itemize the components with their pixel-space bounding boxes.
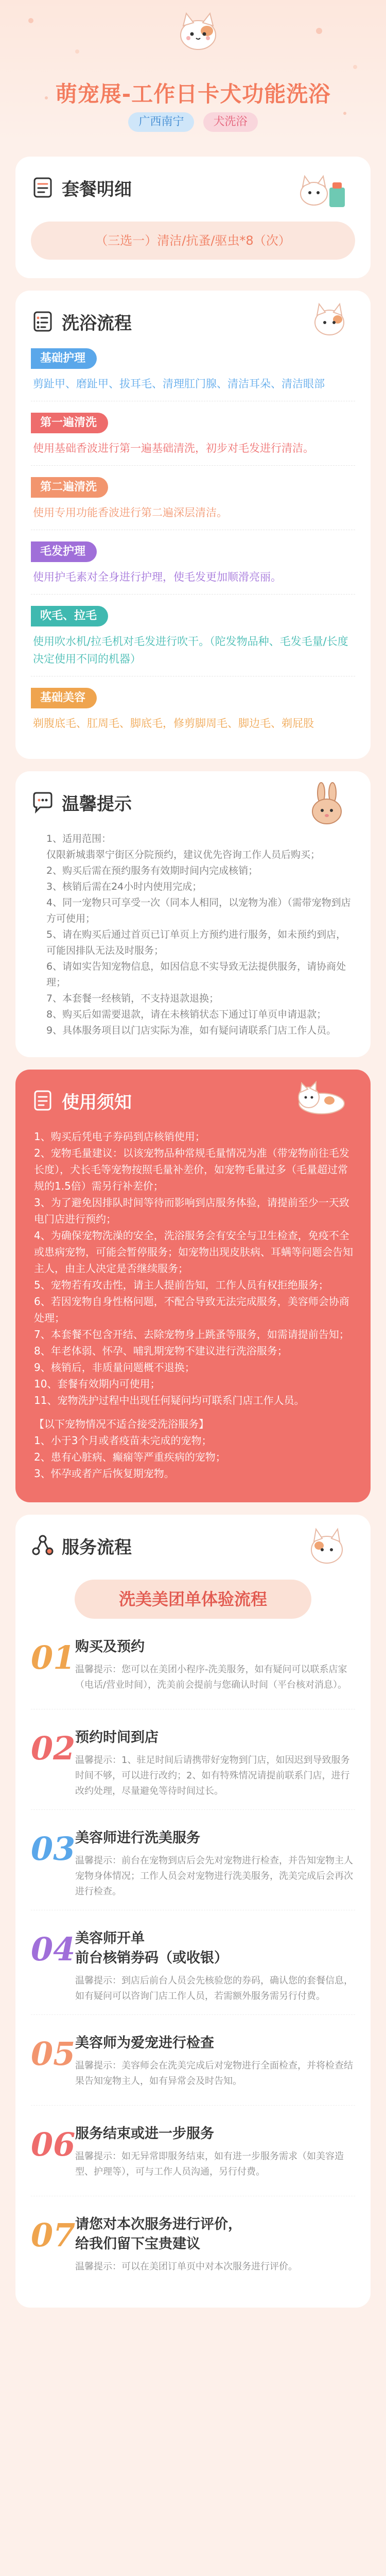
document-icon (31, 176, 55, 199)
tips-body (31, 831, 355, 1039)
tips-line: 4、同一宠物只可享受一次（同本人相同，以宠物为准）（需带宠物到店方可使用； (46, 897, 351, 924)
flow-item-second-wash (31, 477, 355, 530)
notice-line: 1、购买后凭电子券码到店核销使用； (34, 1130, 205, 1143)
service-title: 服务流程 (62, 1537, 132, 1558)
service-step-5 (31, 2033, 355, 2106)
step-number: 01 (31, 1639, 76, 1676)
tips-line: 7、本套餐一经核销，不支持退款退换； (46, 993, 219, 1004)
service-step-4 (31, 1929, 355, 2015)
flow-head: 基础护理 (31, 348, 97, 369)
flow-item-basic-beauty (31, 688, 355, 740)
flow-body: 剪趾甲、磨趾甲、拔耳毛、清理肛门腺、清洁耳朵、清洁眼部 (31, 375, 355, 401)
step-title: 请您对本次服务进行评价， 给我们留下宝贵建议 (75, 2216, 242, 2252)
flow-item-basic-care (31, 348, 355, 401)
notice-extra-line: 3、怀孕或者产后恢复期宠物。 (34, 1467, 174, 1480)
service-step-7 (31, 2215, 355, 2287)
notice-extra-line: 2、患有心脏病、癫痫等严重疾病的宠物； (34, 1451, 226, 1463)
package-title: 套餐明细 (62, 179, 132, 200)
tag-location: 广西南宁 (128, 112, 194, 132)
package-card (15, 157, 371, 278)
cat-peeking-icon (309, 301, 350, 337)
notice-extra-title: 【以下宠物情况不适合接受洗浴服务】 (34, 1418, 209, 1430)
tag-row (0, 112, 386, 132)
notice-line: 9、核销后，非质量问题概不退换； (34, 1361, 195, 1374)
notice-line: 10、套餐有效期内可使用； (34, 1378, 161, 1390)
flow-body: 使用基础香波进行第一遍基础清洗，初步对毛发进行清洁。 (31, 439, 355, 466)
tips-card (15, 771, 371, 1057)
washing-title: 洗浴流程 (62, 313, 132, 334)
flow-item-hair-care (31, 541, 355, 595)
service-step-2 (31, 1728, 355, 1810)
notice-card (15, 1070, 371, 1502)
tips-line: 9、具体服务项目以门店实际为准，如有疑问请联系门店工作人员。 (46, 1025, 337, 1036)
tips-line: 6、请如实告知宠物信息，如因信息不实导致无法提供服务，请协商处理； (46, 961, 346, 988)
tips-line: 2、购买后需在预约服务有效期时间内完成核销； (46, 865, 258, 876)
cat-with-bath-icon (293, 167, 350, 213)
spacer (34, 1409, 355, 1416)
cat-mascot-icon (175, 10, 221, 52)
step-main (75, 1929, 355, 2004)
chat-bubble-icon (31, 790, 55, 814)
notice-extra-line: 1、小于3个月或者疫苗未完成的宠物； (34, 1434, 212, 1447)
flow-item-blow-dry (31, 606, 355, 676)
service-banner: 洗美美团单体验流程 (75, 1580, 311, 1619)
step-number: 07 (31, 2216, 76, 2254)
tips-line: 仅限新城翡翠宁街区分院预约，建议优先咨询工作人员后购买； (46, 849, 321, 860)
washing-card (15, 291, 371, 759)
notice-title: 使用须知 (62, 1092, 132, 1113)
service-step-6 (31, 2124, 355, 2196)
step-desc: 温馨提示：您可以在美团小程序-洗美服务，如有疑问可以联系店家（电话/营业时间），洗美前会提前与您确认时间（平台核对消息）。 (75, 1664, 347, 1690)
flow-body: 使用护毛素对全身进行护理，使毛发更加顺滑亮丽。 (31, 568, 355, 595)
share-nodes-icon (31, 1534, 55, 1557)
flow-body: 使用专用功能香波进行第二遍深层清洁。 (31, 504, 355, 530)
notice-line: 7、本套餐不包含开结、去除宠物身上跳蚤等服务，如需请提前告知； (34, 1328, 349, 1341)
step-title: 美容师为爱宠进行检查 (75, 2035, 214, 2051)
step-number: 06 (31, 2126, 76, 2163)
tips-line: 1、适用范围： (46, 833, 112, 844)
tips-line: 5、请在购买后通过首页已订单页上方预约进行服务，如未预约到店，可能因排队无法及时服务； (46, 929, 346, 956)
step-number: 05 (31, 2035, 76, 2073)
step-main (75, 1728, 355, 1799)
notice-line: 3、为了避免因排队时间等待而影响到店服务体验，请提前至少一天致电门店进行预约； (34, 1196, 349, 1225)
flow-item-first-wash (31, 413, 355, 466)
flow-head: 第二遍清洗 (31, 477, 108, 498)
step-main (75, 2033, 355, 2095)
notice-line: 6、若因宠物自身性格问题，不配合导致无法完成服务，美容师会协商处理； (34, 1295, 349, 1324)
package-detail: （三选一）清洁/抗蚤/驱虫*8（次） (31, 222, 355, 260)
tips-line: 8、购买后如需要退款，请在未核销状态下通过订单页申请退款； (46, 1009, 327, 1020)
step-main (75, 2215, 355, 2277)
cat-paw-icon (304, 1525, 350, 1566)
step-title: 购买及预约 (75, 1639, 145, 1655)
notice-line: 11、宠物洗护过程中出现任何疑问均可联系门店工作人员。 (34, 1394, 305, 1406)
step-number: 03 (31, 1830, 76, 1868)
notice-line: 2、宠物毛量建议：以该宠物品种常规毛量情况为准（带宠物前往毛发长度），犬长毛等宠物按照毛量补差价，如宠物毛量过多（毛量超过常规的1.5倍）需另行补差价； (34, 1147, 349, 1192)
flow-head: 基础美容 (31, 688, 97, 708)
step-desc: 温馨提示：前台在宠物到店后会先对宠物进行检查，并告知宠物主人宠物身体情况；工作人员会对宠物进行洗美服务，洗美完成后会再次进行检查。 (75, 1855, 353, 1897)
header-banner (0, 0, 386, 144)
notice-line: 4、为确保宠物洗澡的安全，洗浴服务会有安全与卫生检查，免疫不全或患病宠物，可能会暂停服务；如宠物出现皮肤病、耳螨等问题会告知主人，由主人决定是否继续服务； (34, 1229, 353, 1275)
step-desc: 温馨提示：到店后前台人员会先核验您的券码，确认您的套餐信息，如有疑问可以咨询门店工作人员，若需额外服务需另行付费。 (75, 1975, 353, 2002)
tag-service: 犬洗浴 (203, 112, 258, 132)
notebook-icon (31, 1089, 55, 1112)
rabbit-icon (304, 782, 350, 828)
step-main (75, 1828, 355, 1900)
notice-body (31, 1128, 355, 1482)
flow-head: 第一遍清洗 (31, 413, 108, 433)
flow-head: 毛发护理 (31, 541, 97, 562)
service-card (15, 1515, 371, 2308)
service-step-1 (31, 1637, 355, 1709)
step-main (75, 1637, 355, 1699)
flow-body: 使用吹水机/拉毛机对毛发进行吹干。（陀发物品种、毛发毛量/长度决定使用不同的机器） (31, 633, 355, 676)
step-title: 美容师开单 前台核销券码（或收银） (75, 1930, 228, 1966)
step-desc: 温馨提示：美容师会在洗美完成后对宠物进行全面检查，并将检查结果告知宠物主人，如有异常会及时告知。 (75, 2060, 353, 2087)
tips-title: 温馨提示 (62, 793, 132, 815)
step-title: 预约时间到店 (75, 1730, 159, 1745)
brand-title: 萌宠展-工作日卡犬功能洗浴 (55, 81, 331, 107)
step-desc: 温馨提示：可以在美团订单页中对本次服务进行评价。 (75, 2261, 297, 2272)
list-document-icon (31, 310, 55, 333)
step-desc: 温馨提示：如无异常即服务结束，如有进一步服务需求（如美容造型、护理等），可与工作人员沟通，另行付费。 (75, 2151, 344, 2177)
step-desc: 温馨提示：1、驻足时间后请携带好宠物到门店，如因迟到导致服务时间不够，可以进行改约；2、如有特殊情况请提前联系门店，进行改约处理，尽量避免等待时间过长。 (75, 1755, 350, 1797)
step-title: 服务结束或进一步服务 (75, 2126, 214, 2142)
notice-line: 5、宠物若有攻击性，请主人提前告知，工作人员有权拒绝服务； (34, 1279, 329, 1291)
step-title: 美容师进行洗美服务 (75, 1830, 200, 1846)
notice-line: 8、年老体弱、怀孕、哺乳期宠物不建议进行洗浴服务； (34, 1345, 288, 1357)
washing-title-row (31, 306, 355, 337)
step-main (75, 2124, 355, 2185)
flow-head: 吹毛、拉毛 (31, 606, 108, 626)
flow-body: 剃腹底毛、肛周毛、脚底毛，修剪脚周毛、脚边毛、剃屁股 (33, 717, 314, 730)
step-number: 04 (31, 1930, 76, 1968)
step-number: 02 (31, 1730, 76, 1767)
cat-lying-icon (293, 1080, 350, 1116)
tips-line: 3、核销后需在24小时内使用完成； (46, 881, 202, 892)
service-step-3 (31, 1828, 355, 1910)
